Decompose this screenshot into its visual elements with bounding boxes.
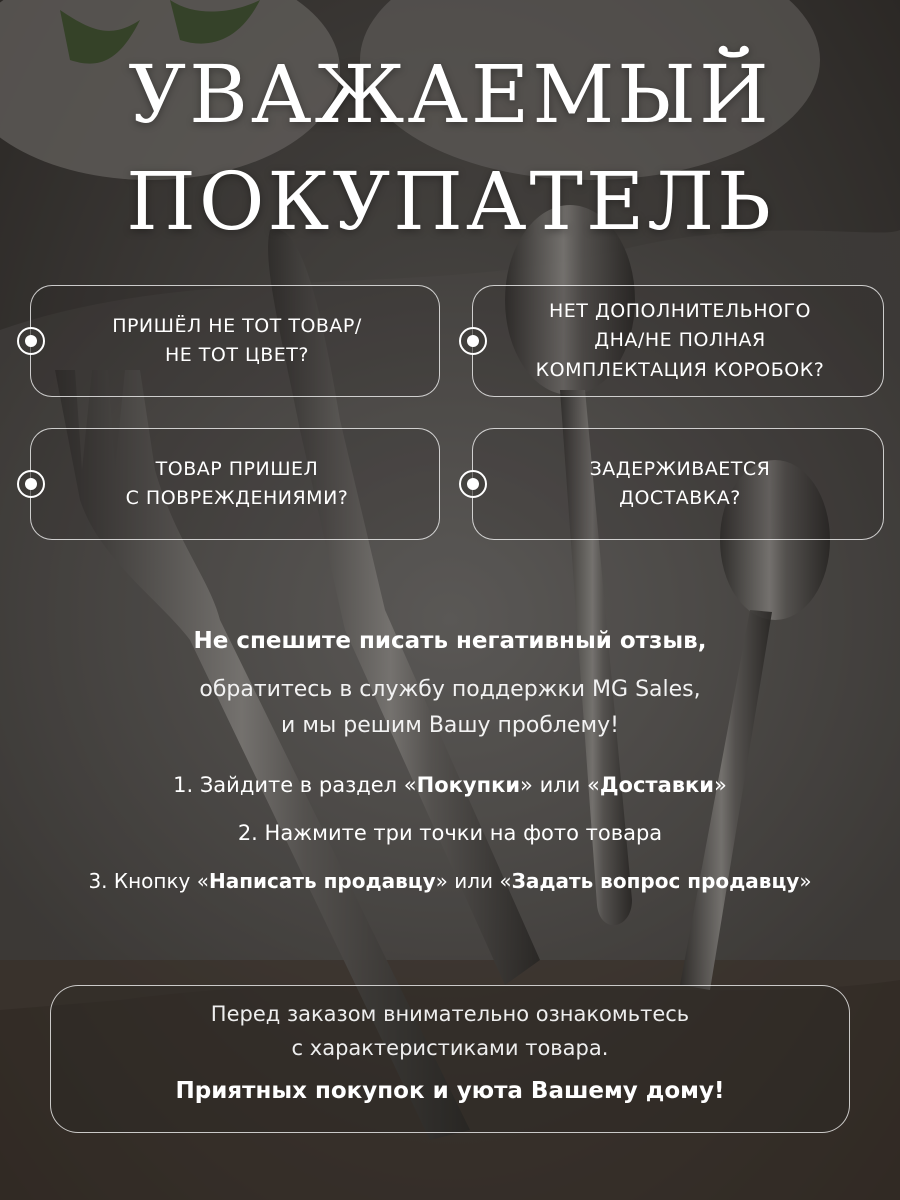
- step-3-prefix: 3. Кнопку «: [88, 869, 209, 893]
- problem-card-text: ЗАДЕРЖИВАЕТСЯ ДОСТАВКА?: [589, 457, 771, 509]
- problem-card-wrong-item: [30, 285, 440, 397]
- step-3-ask-seller: Задать вопрос продавцу: [511, 869, 800, 893]
- problem-card-text: НЕТ ДОПОЛНИТЕЛЬНОГО ДНА/НЕ ПОЛНАЯ КОМПЛЕКТАЦИЯ КОРОБОК?: [535, 299, 825, 381]
- footer-line-1: Перед заказом внимательно ознакомьтесь: [210, 1002, 690, 1026]
- message-resolve-line: и мы решим Вашу проблему!: [281, 713, 619, 738]
- message-headline: Не спешите писать негативный отзыв,: [193, 628, 707, 654]
- radio-bullet-icon: [459, 470, 487, 498]
- radio-bullet-icon: [17, 327, 45, 355]
- problem-card-text: ТОВАР ПРИШЕЛ С ПОВРЕЖДЕНИЯМИ?: [125, 457, 349, 509]
- step-3-mid: » или «: [435, 869, 512, 893]
- step-3-write-seller: Написать продавцу: [208, 869, 436, 893]
- step-1-mid: » или «: [520, 773, 600, 797]
- footer-card: [50, 985, 850, 1133]
- message-support-line: обратитесь в службу поддержки MG Sales,: [199, 677, 701, 702]
- problem-card-text: ПРИШЁЛ НЕ ТОТ ТОВАР/ НЕ ТОТ ЦВЕТ?: [112, 314, 362, 366]
- step-1: [0, 773, 900, 797]
- radio-bullet-icon: [459, 327, 487, 355]
- problem-card-incomplete-set: [472, 285, 884, 397]
- footer-closing: Приятных покупок и уюта Вашему дому!: [175, 1078, 725, 1104]
- step-2: 2. Нажмите три точки на фото товара: [237, 821, 663, 845]
- problem-card-damaged: [30, 428, 440, 540]
- problem-card-delivery-delay: [472, 428, 884, 540]
- step-1-prefix: 1. Зайдите в раздел «: [173, 773, 417, 797]
- step-1-purchases: Покупки: [416, 773, 521, 797]
- footer-line-2: с характеристиками товара.: [291, 1036, 609, 1060]
- title-line-2: ПОКУПАТЕЛЬ: [126, 155, 774, 248]
- step-3-suffix: »: [799, 869, 812, 893]
- step-1-deliveries: Доставки: [599, 773, 714, 797]
- step-1-suffix: »: [714, 773, 727, 797]
- radio-bullet-icon: [17, 470, 45, 498]
- step-3: [0, 869, 900, 893]
- title-line-1: УВАЖАЕМЫЙ: [128, 48, 772, 141]
